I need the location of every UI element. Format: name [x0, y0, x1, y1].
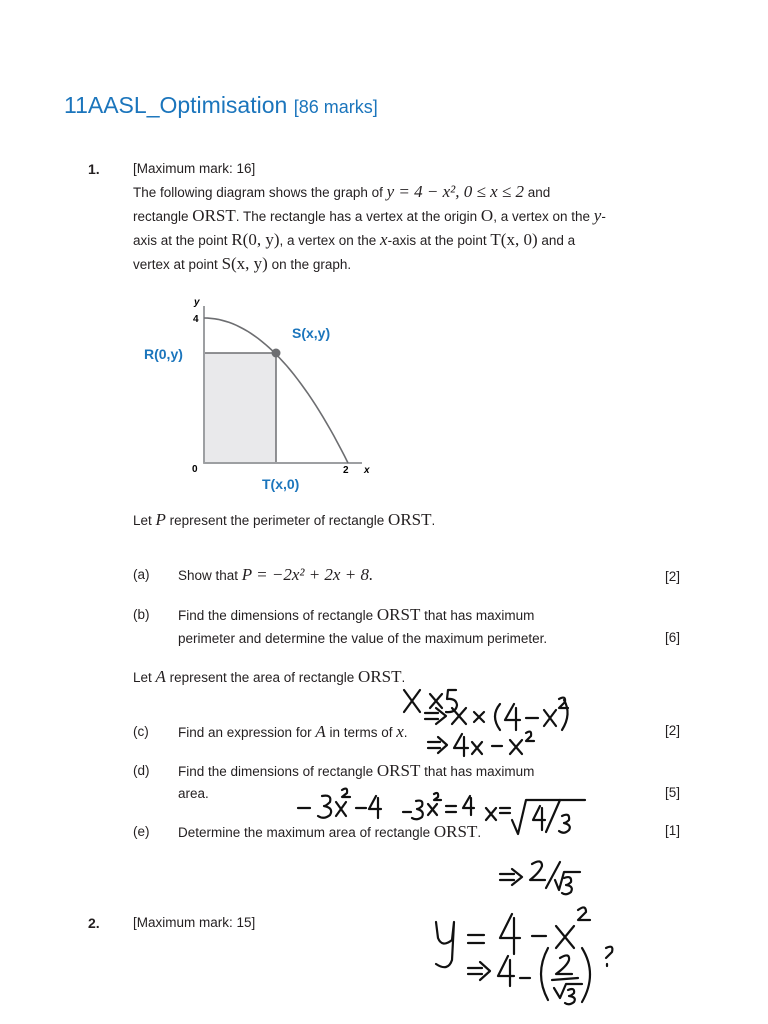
text: represent the perimeter of rectangle — [165, 513, 389, 528]
question-1-number: 1. — [88, 161, 100, 177]
text: that has maximum — [420, 764, 535, 779]
math-function: y = 4 − x², 0 ≤ x ≤ 2 — [386, 182, 524, 201]
question-1-max-mark: [Maximum mark: 16] — [133, 161, 256, 176]
math-x: x — [396, 722, 404, 741]
text: vertex at point — [133, 257, 222, 272]
math-perimeter: P = −2x² + 2x + 8. — [241, 565, 374, 584]
part-e-marks: [1] — [664, 823, 680, 838]
text: . — [477, 825, 482, 840]
x-tick-2: 2 — [343, 465, 349, 476]
title-text: 11AASL_Optimisation — [64, 92, 288, 118]
question-2-max-mark: [Maximum mark: 15] — [133, 915, 256, 930]
text: . — [401, 670, 406, 685]
math-orst: ORST — [358, 667, 402, 686]
text: Find an expression for — [178, 725, 316, 740]
text: . — [431, 513, 436, 528]
text: , a vertex on the — [279, 233, 381, 248]
text: and — [523, 185, 551, 200]
y-axis-label: y — [194, 297, 200, 308]
math-a: A — [315, 722, 326, 741]
part-b-marks: [6] — [664, 630, 680, 645]
total-marks: [86 marks] — [293, 97, 378, 117]
y-tick-4: 4 — [193, 314, 199, 325]
part-c-label: (c) — [133, 724, 149, 739]
math-r: R(0, y) — [231, 230, 280, 249]
part-b-line-2: perimeter and determine the value of the maximum perimeter. — [178, 631, 548, 646]
math-p: P — [155, 510, 166, 529]
math-o: O — [480, 206, 494, 225]
text: . — [403, 725, 408, 740]
text: represent the area of rectangle — [165, 670, 359, 685]
math-orst: ORST — [192, 206, 236, 225]
x-axis-label: x — [364, 465, 370, 476]
part-d-label: (d) — [133, 763, 150, 778]
part-e-label: (e) — [133, 824, 150, 839]
text: on the graph. — [267, 257, 352, 272]
text: - — [601, 209, 606, 224]
math-orst: ORST — [433, 822, 478, 841]
origin-label: 0 — [192, 464, 198, 475]
text: Find the dimensions of rectangle — [178, 608, 377, 623]
text: axis at the point — [133, 233, 232, 248]
text: Find the dimensions of rectangle — [178, 764, 377, 779]
math-orst: ORST — [376, 605, 421, 624]
math-x: x — [380, 230, 388, 249]
math-orst: ORST — [388, 510, 432, 529]
part-a-label: (a) — [133, 567, 150, 582]
text: Show that — [178, 568, 242, 583]
math-y: y — [593, 206, 602, 225]
part-d-marks: [5] — [664, 785, 680, 800]
text: Let — [133, 513, 156, 528]
text: rectangle — [133, 209, 193, 224]
question-2-number: 2. — [88, 915, 100, 931]
text: Determine the maximum area of rectangle — [178, 825, 434, 840]
text: . The rectangle has a vertex at the origin — [235, 209, 481, 224]
text: in terms of — [325, 725, 397, 740]
math-a: A — [155, 667, 166, 686]
label-r: R(0,y) — [144, 346, 183, 362]
math-s: S(x, y) — [221, 254, 268, 273]
text: The following diagram shows the graph of — [133, 185, 387, 200]
part-a-marks: [2] — [664, 569, 680, 584]
label-s: S(x,y) — [292, 325, 331, 341]
text: Let — [133, 670, 156, 685]
text: -axis at the point — [387, 233, 491, 248]
part-b-label: (b) — [133, 607, 150, 622]
text: and a — [537, 233, 576, 248]
math-orst: ORST — [376, 761, 421, 780]
part-c-marks: [2] — [664, 723, 680, 738]
math-t: T(x, 0) — [490, 230, 538, 249]
text: that has maximum — [420, 608, 535, 623]
label-t: T(x,0) — [262, 476, 300, 492]
text: , a vertex on the — [493, 209, 594, 224]
part-d-line-2: area. — [178, 786, 209, 801]
